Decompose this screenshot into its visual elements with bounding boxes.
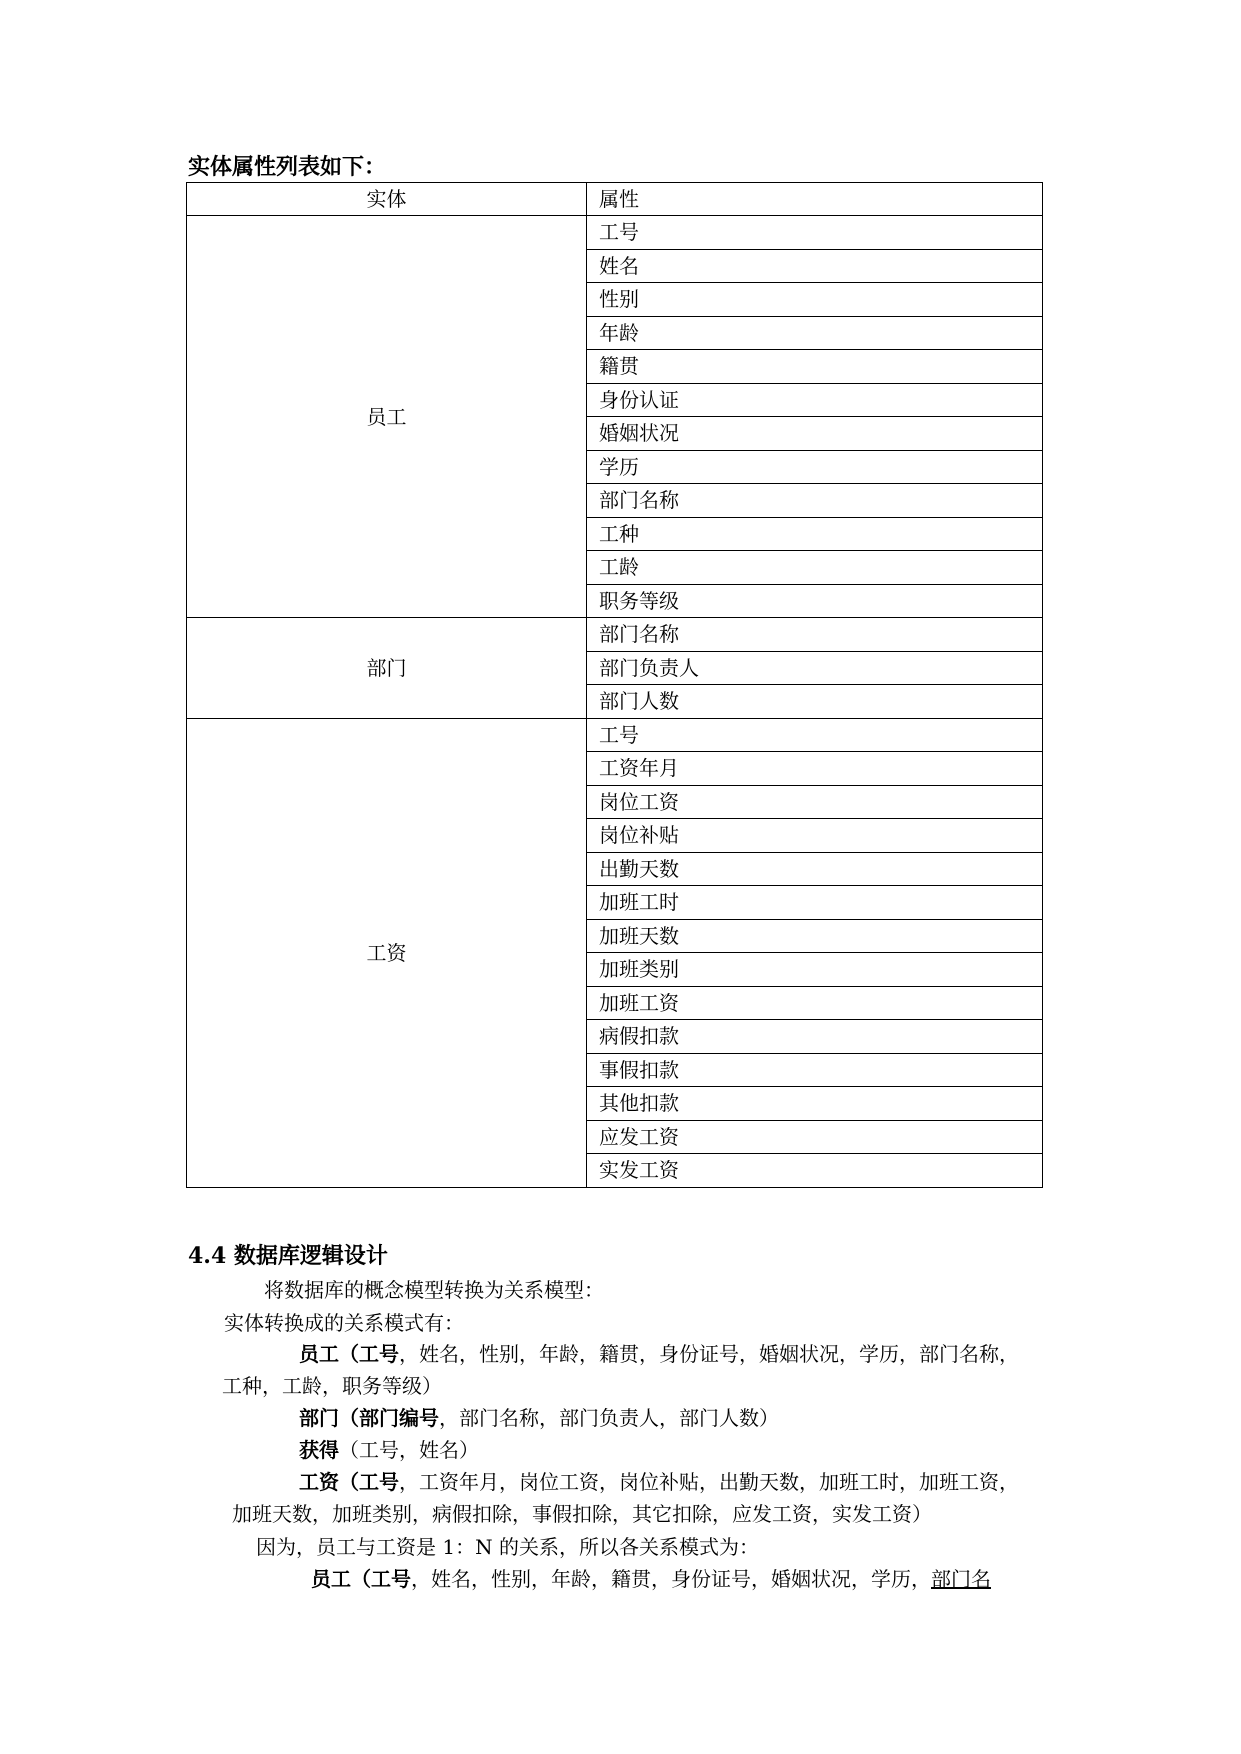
relation-employee-cont: 工种，工龄，职务等级）	[222, 1374, 442, 1398]
attribute-cell: 婚姻状况	[587, 417, 1043, 451]
relation-employee-final: 员工（工号，姓名，性别，年龄，籍贯，身份证号，婚姻状况，学历，部门名	[311, 1567, 991, 1591]
section-heading: 4.4 数据库逻辑设计	[188, 1243, 388, 1269]
entity-attribute-table	[186, 182, 1043, 1188]
attribute-cell: 应发工资	[587, 1120, 1043, 1154]
attribute-cell: 加班工资	[587, 986, 1043, 1020]
section-intro: 将数据库的概念模型转换为关系模型：	[264, 1278, 604, 1302]
attribute-cell: 职务等级	[587, 584, 1043, 618]
header-attribute: 属性	[587, 183, 1043, 216]
attribute-cell: 年龄	[587, 316, 1043, 350]
relation-name: 工资	[299, 1470, 339, 1494]
attribute-cell: 事假扣款	[587, 1053, 1043, 1087]
relation-employee: 员工（工号，姓名，性别，年龄，籍贯，身份证号，婚姻状况，学历，部门名称，	[299, 1342, 1019, 1366]
attribute-cell: 工龄	[587, 551, 1043, 585]
attribute-cell: 工种	[587, 517, 1043, 551]
relation-fields: ，工资年月，岗位工资，岗位补贴，出勤天数，加班工时，加班工资，	[399, 1470, 1019, 1494]
attribute-cell: 病假扣款	[587, 1020, 1043, 1054]
relation-salary-cont: 加班天数，加班类别，病假扣除，事假扣除，其它扣除，应发工资，实发工资）	[232, 1502, 932, 1526]
entity-cell: 部门	[187, 618, 587, 719]
relation-department: 部门（部门编号，部门名称，部门负责人，部门人数）	[299, 1406, 779, 1430]
attribute-cell: 部门名称	[587, 618, 1043, 652]
attribute-cell: 加班天数	[587, 919, 1043, 953]
table-row	[187, 718, 1043, 752]
attribute-cell: 岗位工资	[587, 785, 1043, 819]
attribute-cell: 学历	[587, 450, 1043, 484]
attribute-cell: 籍贯	[587, 350, 1043, 384]
relation-name: 员工	[311, 1567, 351, 1591]
attribute-cell: 出勤天数	[587, 852, 1043, 886]
relation-key: 部门编号	[359, 1406, 439, 1430]
attribute-cell: 工号	[587, 718, 1043, 752]
table-title: 实体属性列表如下：	[188, 154, 387, 180]
relation-name: 部门	[299, 1406, 339, 1430]
section-sub-intro: 实体转换成的关系模式有：	[224, 1311, 464, 1335]
because-text: 因为，员工与工资是 1：N 的关系，所以各关系模式为：	[256, 1535, 759, 1559]
attribute-cell: 岗位补贴	[587, 819, 1043, 853]
relation-fields: ，部门名称，部门负责人，部门人数）	[439, 1406, 779, 1430]
relation-key: 工号	[371, 1567, 411, 1591]
relation-obtain	[299, 1438, 479, 1462]
attribute-cell: 工资年月	[587, 752, 1043, 786]
relation-fields: ，姓名，性别，年龄，籍贯，身份证号，婚姻状况，学历，部门名称，	[399, 1342, 1019, 1366]
attribute-cell: 部门人数	[587, 685, 1043, 719]
relation-salary: 工资（工号，工资年月，岗位工资，岗位补贴，出勤天数，加班工时，加班工资，	[299, 1470, 1019, 1494]
relation-underlined-field: 部门名	[931, 1567, 991, 1591]
attribute-cell: 性别	[587, 283, 1043, 317]
table-body	[187, 183, 1043, 1188]
entity-cell: 工资	[187, 718, 587, 1187]
relation-key: 工号	[359, 1470, 399, 1494]
attribute-cell: 姓名	[587, 249, 1043, 283]
header-entity: 实体	[187, 183, 587, 216]
table-row	[187, 618, 1043, 652]
table-row	[187, 216, 1043, 250]
attribute-cell: 其他扣款	[587, 1087, 1043, 1121]
relation-fields: （工号，姓名）	[339, 1438, 479, 1462]
attribute-cell: 加班工时	[587, 886, 1043, 920]
attribute-cell: 实发工资	[587, 1154, 1043, 1188]
relation-name: 获得	[299, 1438, 339, 1462]
attribute-cell: 部门负责人	[587, 651, 1043, 685]
attribute-cell: 工号	[587, 216, 1043, 250]
relation-name: 员工	[299, 1342, 339, 1366]
attribute-cell: 部门名称	[587, 484, 1043, 518]
attribute-cell: 身份认证	[587, 383, 1043, 417]
attribute-cell: 加班类别	[587, 953, 1043, 987]
relation-key: 工号	[359, 1342, 399, 1366]
relation-fields: ，姓名，性别，年龄，籍贯，身份证号，婚姻状况，学历，	[411, 1567, 931, 1591]
entity-cell: 员工	[187, 216, 587, 618]
